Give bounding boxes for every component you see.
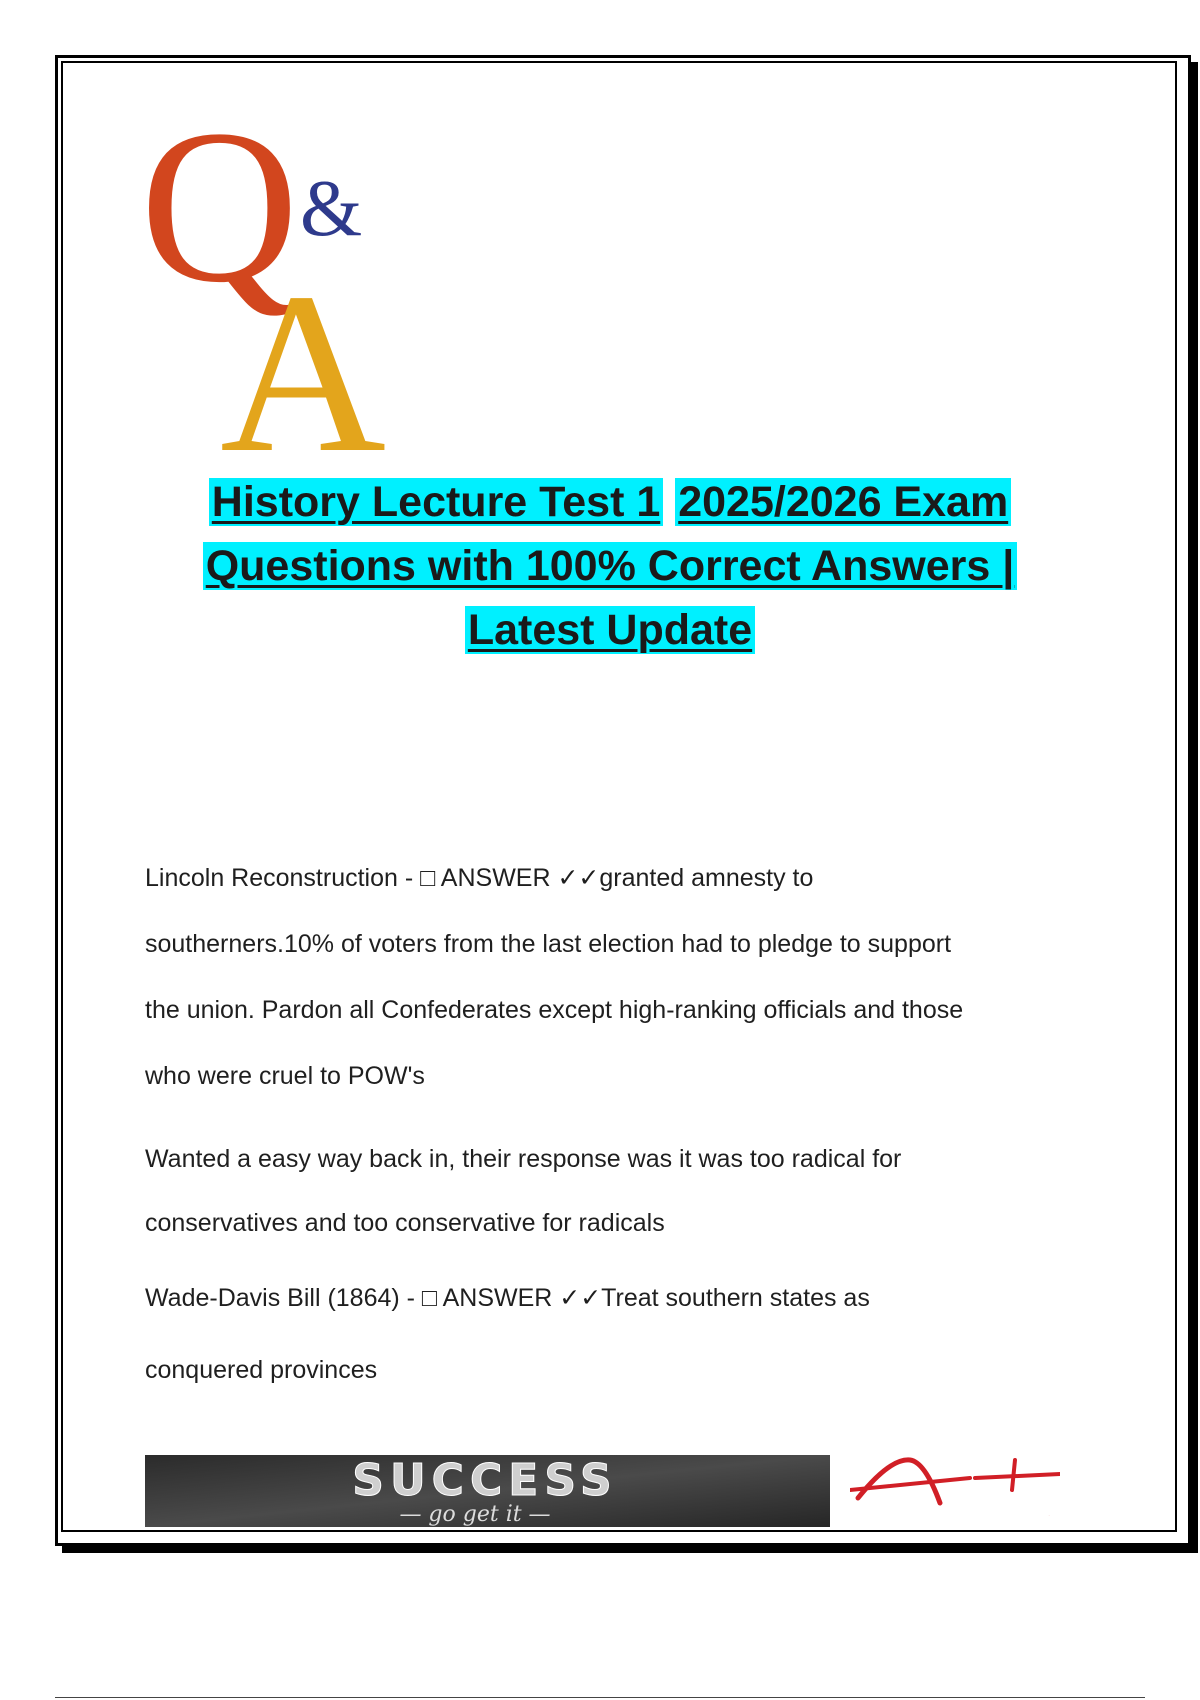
footer-divider [55, 1697, 1145, 1698]
qa-text-line: conservatives and too conservative for radicals [145, 1209, 665, 1237]
title-line1-b: 2025/2026 Exam [675, 478, 1011, 526]
qa-text-line: the union. Pardon all Confederates except high-ranking officials and those [145, 996, 964, 1024]
success-banner-image [145, 1455, 830, 1527]
document-title [140, 470, 1080, 662]
banner-word: SUCCESS [352, 1455, 618, 1506]
banner-tagline: — go get it — [399, 1502, 551, 1527]
title-line2: Questions with 100% Correct Answers | [203, 542, 1018, 590]
qa-item-1 [145, 845, 1105, 1109]
qa-text-line: Lincoln Reconstruction - □ ANSWER ✓✓granted amnesty to [145, 864, 814, 892]
qa-text-line: Wade-Davis Bill (1864) - □ ANSWER ✓✓Treat southern states as [145, 1284, 870, 1312]
logo-a: A [220, 245, 387, 465]
qa-item-2 [145, 1127, 1105, 1255]
title-line1-a: History Lecture Test 1 [209, 478, 663, 526]
qa-text-line: who were cruel to POW's [145, 1062, 425, 1090]
qa-text-line: Wanted a easy way back in, their response was it was too radical for [145, 1145, 902, 1173]
title-line3: Latest Update [465, 606, 755, 654]
qa-item-3 [145, 1262, 1105, 1406]
qa-text-line: southerners.10% of voters from the last election had to pledge to support [145, 930, 952, 958]
logo-ampersand: & [300, 165, 363, 253]
qa-logo-icon [140, 85, 440, 465]
a-plus-grade-icon [850, 1448, 1060, 1518]
qa-text-line: conquered provinces [145, 1356, 378, 1384]
logo-q: Q [140, 85, 299, 328]
grade-text: A+ [1048, 1516, 1050, 1517]
